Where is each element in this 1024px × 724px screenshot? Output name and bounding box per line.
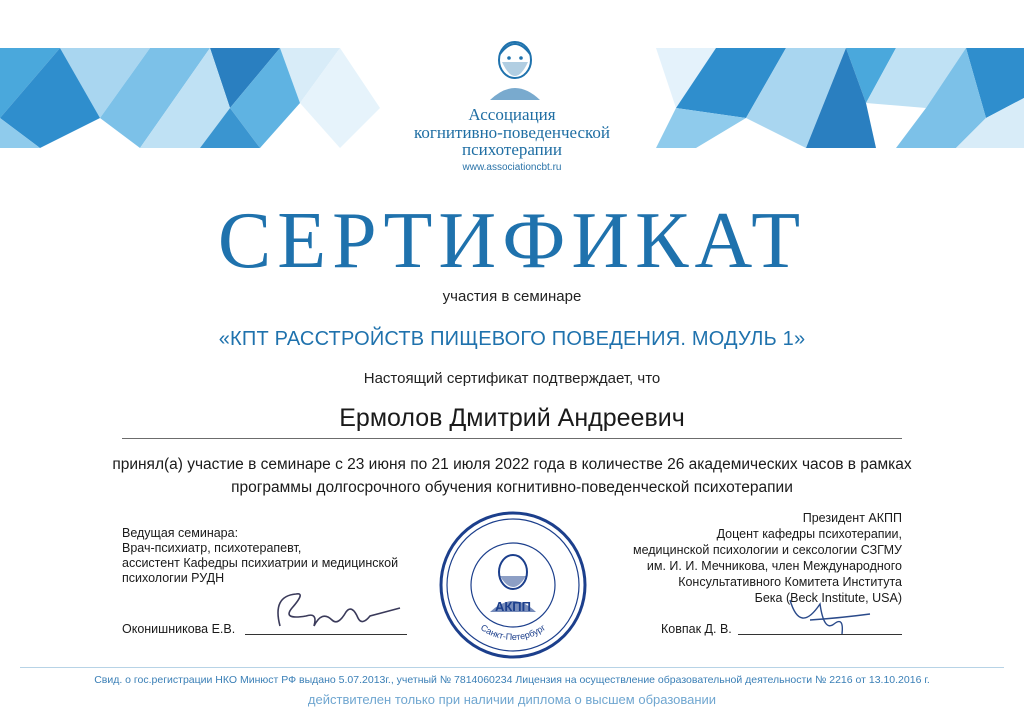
left-signatory-line3: ассистент Кафедры психиатрии и медицинской [122,556,399,570]
left-signature-line [245,634,407,635]
confirm-text: Настоящий сертификат подтверждает, что [363,370,661,387]
body-text-line1: принял(а) участие в семинаре с 23 июня по 21 июля 2022 года в количестве 26 академических часов в рамках [112,456,912,473]
right-signature-line [738,634,902,635]
decorative-triangles-left [0,48,400,148]
body-text-line2: программы долгосрочного обучения когнитивно-поведенческой психотерапии [231,479,793,496]
recipient-name-underline [122,438,902,439]
decorative-triangles-right [636,48,1024,148]
org-name-line1: Ассоциация [468,105,556,124]
official-seal [438,510,588,660]
seminar-title: «КПТ РАССТРОЙСТВ ПИЩЕВОГО ПОВЕДЕНИЯ. МОДУЛЬ 1» [218,328,806,350]
svg-text:Санкт-Петербург [479,622,548,642]
left-signature [262,586,412,638]
footer-validity-note: действителен только при наличии диплома о высшем образовании [307,692,717,707]
org-name-line2: когнитивно-поведенческой [413,123,611,142]
certificate-subtitle: участия в семинаре [442,288,582,305]
right-signatory-line2: Доцент кафедры психотерапии, [716,527,902,541]
certificate-title: СЕРТИФИКАТ [217,197,807,285]
association-logo-portrait [480,32,550,102]
seal-center-text: АКПП [494,599,532,614]
org-name-line3: психотерапии [462,140,562,159]
org-website-link[interactable]: www.associationcbt.ru [462,162,562,173]
right-signatory-line1: Президент АКПП [802,511,902,525]
seal-city-text: Санкт-Петербург [478,622,548,643]
left-signatory-line1: Ведущая семинара: [122,526,239,540]
right-signatory-line3: медицинской психологии и сексологии СЗГМУ [632,543,902,557]
right-signatory-line5: Консультативного Комитета Института [678,575,902,589]
recipient-name: Ермолов Дмитрий Андреевич [339,404,685,432]
left-signatory-line4: психологии РУДН [122,571,225,585]
left-signatory-name: Оконишникова Е.В. [122,622,236,636]
left-signatory-info [122,526,442,586]
footer-divider [20,667,1004,668]
right-signatory-name: Ковпак Д. В. [661,622,732,636]
footer-registration-text: Свид. о гос.регистрации НКО Минюст РФ выдано 5.07.2013г., учетный № 7814060234 Лицензия на осуществление образовательной деятельности № 2216 от 13.10.2016 г. [94,674,930,686]
left-signatory-line2: Врач-психиатр, психотерапевт, [122,541,302,555]
right-signatory-line4: им. И. И. Мечникова, член Международного [646,559,902,573]
right-signatory-line6: Бека (Beck Institute, USA) [754,591,902,605]
right-signatory-info [562,510,902,606]
